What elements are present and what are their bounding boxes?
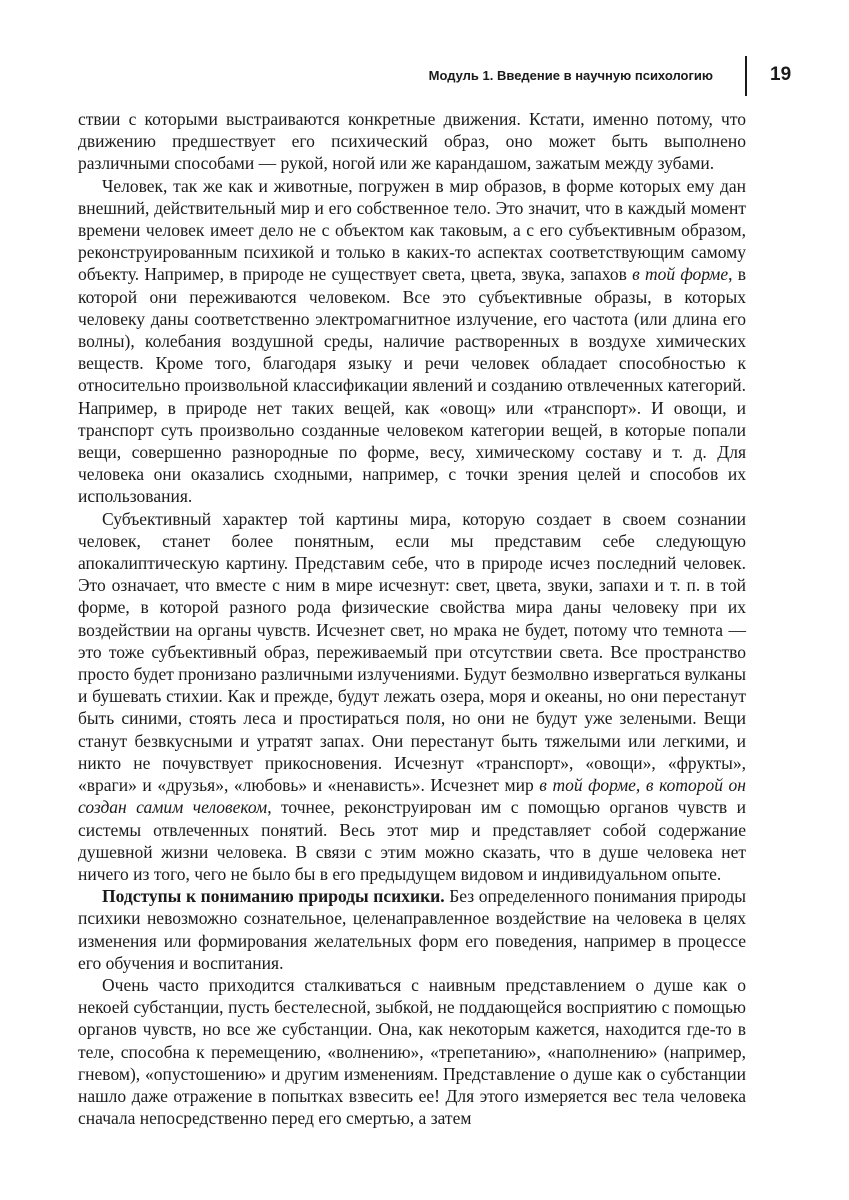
page-header	[0, 56, 849, 96]
page-number: 19	[770, 64, 792, 85]
paragraph-2-text-a: Человек, так же как и животные, погружен в мир образов, в форме которых ему дан внешний, действительный мир и его собственное тело. Это значит, что в каждый момент времени человек имеет дело не с объектом как таковым, а с его субъективным образом, реконструированным психикой и только в каких-то аспектах соответствующим самому объекту. Например, в природе не существует света, цвета, звука, запахов	[78, 175, 746, 285]
paragraph-3-text-a: Субъективный характер той картины мира, которую создает в своем сознании человек, станет более понятным, если мы представим себе следующую апокалиптическую картину. Представим себе, что в природе исчез последний человек. Это означает, что вместе с ним в мире исчезнут: свет, цвета, звуки, запахи и т. п. в той форме, в которой разного рода физические свойства мира даны человеку при их воздействии на органы чувств. Исчезнет свет, но мрака не будет, потому что темнота — это тоже субъективный образ, переживаемый при отсутствии света. Все пространство просто будет пронизано различными излучениями. Будут безмолвно извергаться вулканы и бушевать стихии. Как и прежде, будут лежать озера, моря и океаны, но они перестанут быть синими, стоять леса и простираться поля, но они не будут уже зелеными. Вещи станут безвкусными и утратят запах. Они перестанут быть тяжелыми или легкими, и никто не почувствует прикосновения. Исчезнут «транспорт», «овощи», «фрукты», «враги» и «друзья», «любовь» и «ненависть». Исчезнет мир	[78, 508, 746, 796]
header-divider	[745, 56, 747, 96]
paragraph-1: ствии с которыми выстраиваются конкретные движения. Кстати, именно потому, что движению предшествует его психический образ, оно может быть выполнено различными способами — рукой, ногой или же карандашом, зажатым между зубами.	[78, 109, 746, 174]
paragraph-4-text: Без определенного понимания природы психики невозможно сознательное, целенаправленное воздействие на человека в целях изменения или формирования желательных форм его поведения, например в процессе его обучения и воспитания.	[78, 886, 746, 973]
paragraph-5: Очень часто приходится сталкиваться с наивным представлением о душе как о некоей субстанции, пусть бестелесной, зыбкой, не поддающейся восприятию с помощью органов чувств, но все же субстанции. Она, как некоторым кажется, находится где-то в теле, способна к перемещению, «волнению», «трепетанию», «наполнению» (например, гневом), «опустошению» и другим изменениям. Представление о душе как о субстанции нашло даже отражение в попытках взвесить ее! Для этого измеряется вес тела человека сначала непосредственно перед его смертью, а затем	[78, 974, 746, 1129]
paragraph-2-text-b: , в которой они переживаются человеком. Все это субъективные образы, в которых человеку даны соответственно электромагнитное излучение, его частота (или длина его волны), колебания воздушной среды, наличие растворенных в воздухе химических веществ. Кроме того, благодаря языку и речи человек обладает способностью к относительно произвольной классификации явлений и созданию отвлеченных категорий. Например, в природе нет таких вещей, как «овощ» или «транспорт». И овощи, и транспорт суть произвольно созданные человеком категории вещей, в которые попали вещи, совершенно разнородные по форме, весу, химическому составу и т. д. Для человека они оказались сходными, например, с точки зрения целей и способов их использования.	[78, 264, 746, 507]
paragraph-4	[78, 885, 746, 974]
paragraph-3-emphasis: в той форме, в которой он создан самим человеком	[78, 775, 746, 818]
section-heading: Подступы к пониманию природы психики.	[102, 886, 445, 907]
paragraph-2-emphasis: в той форме	[632, 264, 729, 285]
paragraph-2	[78, 175, 746, 508]
paragraph-3-text-b: , точнее, реконструирован им с помощью органов чувств и системы отвлеченных понятий. Весь этот мир и представляет собой содержание душевной жизни человека. В связи с этим можно сказать, что в душе человека нет ничего из того, чего не было бы в его предыдущем видовом и индивидуальном опыте.	[78, 797, 746, 884]
running-title: Модуль 1. Введение в научную психологию	[428, 68, 713, 83]
body-text	[78, 108, 746, 1129]
paragraph-3	[78, 508, 746, 885]
